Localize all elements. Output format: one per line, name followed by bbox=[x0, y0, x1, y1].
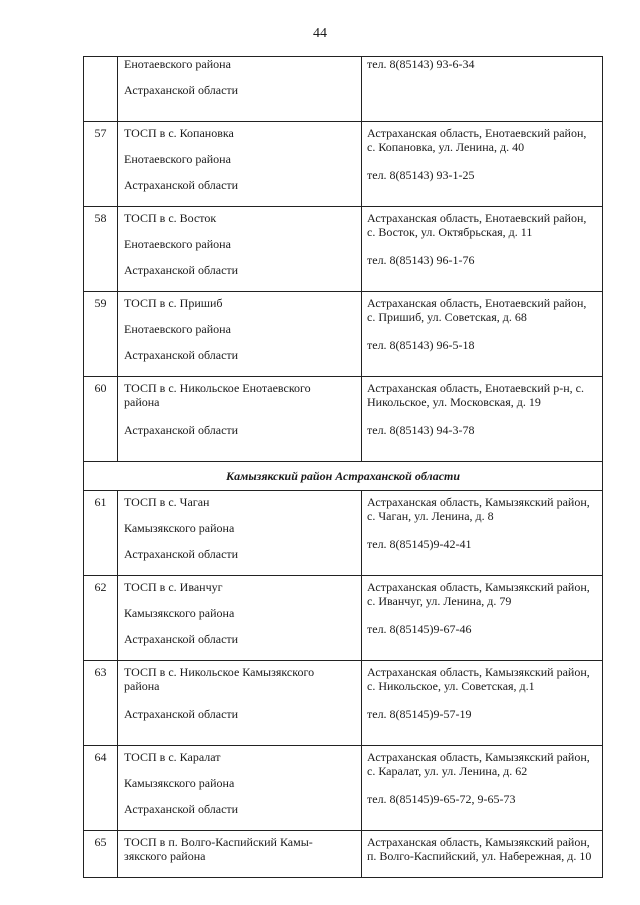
address-line: с. Никольское, ул. Советская, д.1 bbox=[367, 679, 535, 693]
phone-text: тел. 8(85143) 94-3-78 bbox=[367, 423, 475, 437]
name-line: Камызякского района bbox=[124, 521, 235, 535]
name-cell bbox=[118, 207, 362, 292]
address-line: Астраханская область, Камызякский район, bbox=[367, 580, 590, 594]
name-cell bbox=[118, 746, 362, 831]
name-line: Астраханской области bbox=[124, 178, 239, 192]
name-line: ТОСП в с. Пришиб bbox=[124, 296, 223, 310]
table-row bbox=[84, 57, 603, 122]
name-line: Астраханской области bbox=[124, 423, 239, 437]
row-number: 64 bbox=[84, 746, 118, 831]
row-number: 63 bbox=[84, 661, 118, 746]
name-cell bbox=[118, 377, 362, 462]
row-number: 60 bbox=[84, 377, 118, 462]
name-cell bbox=[118, 661, 362, 746]
address-cell bbox=[362, 746, 603, 831]
address-line: Астраханская область, Енотаевский район, bbox=[367, 296, 587, 310]
row-number: 58 bbox=[84, 207, 118, 292]
address-line: Астраханская область, Камызякский район, bbox=[367, 835, 590, 849]
name-line: Астраханской области bbox=[124, 707, 239, 721]
address-line: Астраханская область, Камызякский район, bbox=[367, 665, 590, 679]
name-line: Камызякского района bbox=[124, 776, 235, 790]
table-row bbox=[84, 746, 603, 831]
row-number: 59 bbox=[84, 292, 118, 377]
name-line: ТОСП в с. Чаган bbox=[124, 495, 210, 509]
phone-text: тел. 8(85145)9-57-19 bbox=[367, 707, 472, 721]
address-cell bbox=[362, 377, 603, 462]
address-line: Астраханская область, Камызякский район, bbox=[367, 495, 590, 509]
phone-text: тел. 8(85145)9-65-72, 9-65-73 bbox=[367, 792, 516, 806]
name-cell bbox=[118, 292, 362, 377]
name-line: зякского района bbox=[124, 849, 206, 863]
name-line: ТОСП в с. Иванчуг bbox=[124, 580, 223, 594]
address-line: с. Каралат, ул. ул. Ленина, д. 62 bbox=[367, 764, 528, 778]
name-line: Енотаевского района bbox=[124, 322, 231, 336]
name-line: ТОСП в с. Никольское Енотаевского bbox=[124, 381, 311, 395]
name-line: ТОСП в с. Никольское Камызякского bbox=[124, 665, 315, 679]
name-line: Енотаевского района bbox=[124, 152, 231, 166]
name-line: Астраханской области bbox=[124, 263, 239, 277]
name-line: Енотаевского района bbox=[124, 237, 231, 251]
section-header-row bbox=[84, 462, 603, 491]
table-row bbox=[84, 292, 603, 377]
row-number: 57 bbox=[84, 122, 118, 207]
address-line: с. Чаган, ул. Ленина, д. 8 bbox=[367, 509, 494, 523]
address-cell bbox=[362, 576, 603, 661]
row-number: 65 bbox=[84, 831, 118, 878]
name-line: Астраханской области bbox=[124, 83, 239, 97]
name-line: ТОСП в с. Копановка bbox=[124, 126, 234, 140]
phone-text: тел. 8(85145)9-42-41 bbox=[367, 537, 472, 551]
address-line: с. Иванчуг, ул. Ленина, д. 79 bbox=[367, 594, 512, 608]
name-line: района bbox=[124, 679, 160, 693]
address-line: с. Копановка, ул. Ленина, д. 40 bbox=[367, 140, 525, 154]
table-row bbox=[84, 576, 603, 661]
address-cell bbox=[362, 207, 603, 292]
address-line: с. Восток, ул. Октябрьская, д. 11 bbox=[367, 225, 533, 239]
name-line: Астраханской области bbox=[124, 547, 239, 561]
phone-text: тел. 8(85143) 93-1-25 bbox=[367, 168, 475, 182]
table-row bbox=[84, 377, 603, 462]
name-line: Астраханской области bbox=[124, 348, 239, 362]
address-cell bbox=[362, 831, 603, 878]
address-line: Никольское, ул. Московская, д. 19 bbox=[367, 395, 541, 409]
address-line: Астраханская область, Енотаевский район, bbox=[367, 126, 587, 140]
name-line: Астраханской области bbox=[124, 802, 239, 816]
address-line: с. Пришиб, ул. Советская, д. 68 bbox=[367, 310, 527, 324]
name-line: Камызякского района bbox=[124, 606, 235, 620]
name-cell bbox=[118, 122, 362, 207]
address-line: п. Волго-Каспийский, ул. Набережная, д. 10 bbox=[367, 849, 592, 863]
name-line: Астраханской области bbox=[124, 632, 239, 646]
name-line: района bbox=[124, 395, 160, 409]
section-title: Камызякский район Астраханской области bbox=[84, 462, 603, 491]
address-cell bbox=[362, 491, 603, 576]
address-cell bbox=[362, 292, 603, 377]
name-line: ТОСП в с. Восток bbox=[124, 211, 217, 225]
table-row bbox=[84, 207, 603, 292]
row-number: 62 bbox=[84, 576, 118, 661]
phone-text: тел. 8(85145)9-67-46 bbox=[367, 622, 472, 636]
row-number-cell bbox=[84, 57, 118, 122]
phone-text: тел. 8(85143) 96-1-76 bbox=[367, 253, 475, 267]
name-line: ТОСП в п. Волго-Каспийский Камы- bbox=[124, 835, 313, 849]
name-cell bbox=[118, 831, 362, 878]
phone-text: тел. 8(85143) 93-6-34 bbox=[367, 57, 475, 71]
table-row bbox=[84, 661, 603, 746]
name-line: ТОСП в с. Каралат bbox=[124, 750, 221, 764]
row-number: 61 bbox=[84, 491, 118, 576]
address-cell bbox=[362, 122, 603, 207]
address-line: Астраханская область, Енотаевский р-н, с. bbox=[367, 381, 584, 395]
name-cell bbox=[118, 576, 362, 661]
name-cell bbox=[118, 57, 362, 122]
table-row bbox=[84, 491, 603, 576]
name-line: Енотаевского района bbox=[124, 57, 231, 71]
address-cell bbox=[362, 57, 603, 122]
phone-text: тел. 8(85143) 96-5-18 bbox=[367, 338, 475, 352]
name-cell bbox=[118, 491, 362, 576]
address-line: Астраханская область, Камызякский район, bbox=[367, 750, 590, 764]
institutions-table bbox=[83, 56, 603, 878]
address-cell bbox=[362, 661, 603, 746]
table-row bbox=[84, 122, 603, 207]
table-row bbox=[84, 831, 603, 878]
page-number: 44 bbox=[313, 26, 327, 41]
address-line: Астраханская область, Енотаевский район, bbox=[367, 211, 587, 225]
